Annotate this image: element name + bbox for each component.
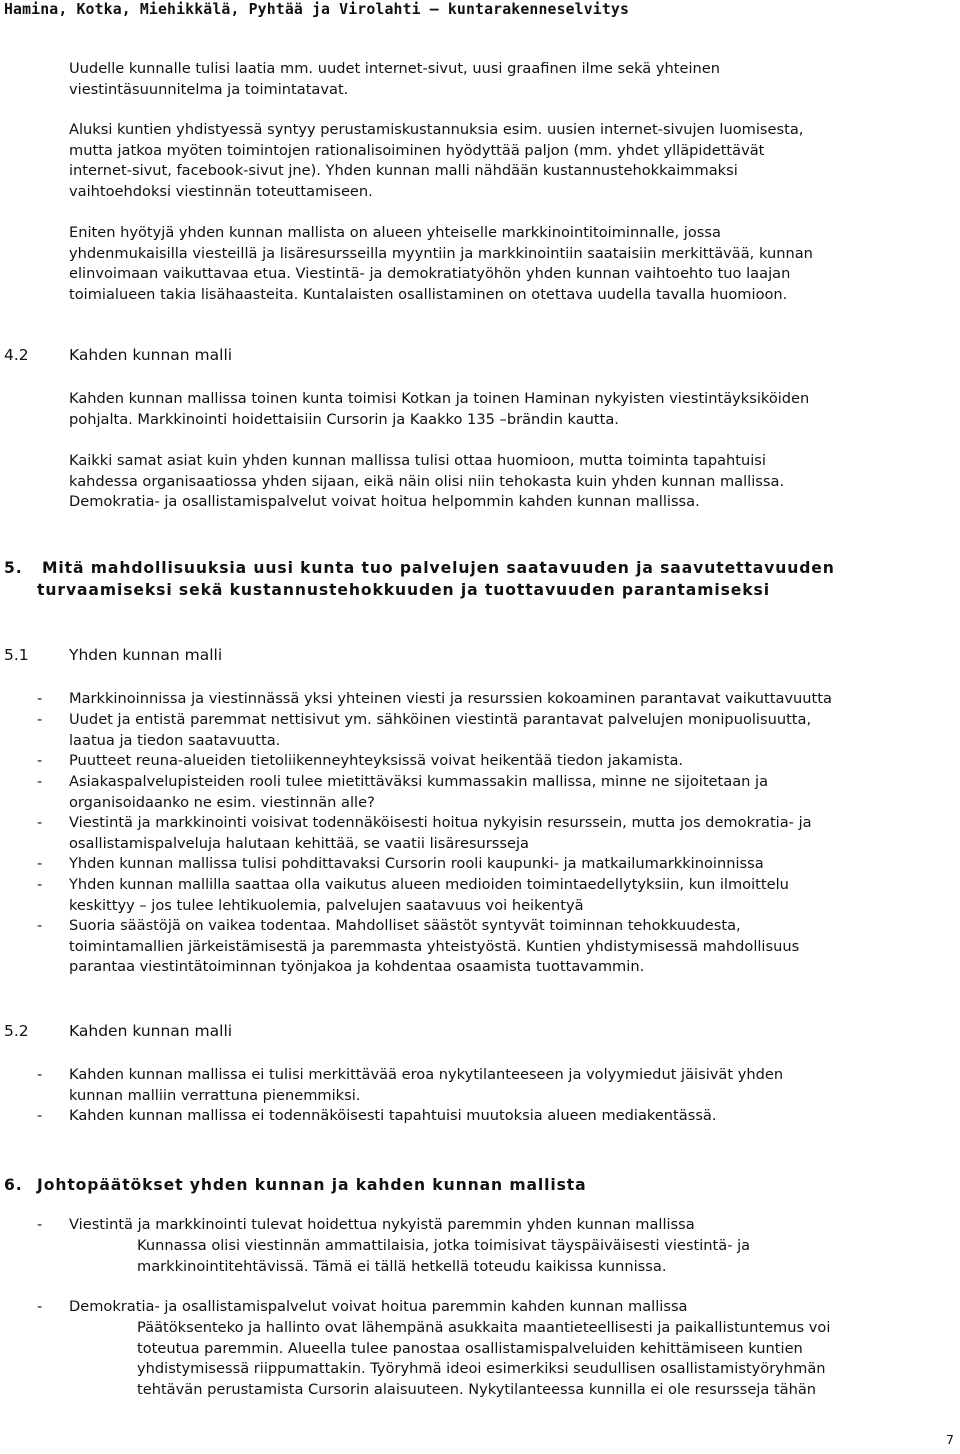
text-line: toimintamallien järkeistämisestä ja paremmasta yhteistyöstä. Kuntien yhdistymisessä mahdollisuus <box>69 937 800 955</box>
section-number: 4.2 <box>4 346 29 364</box>
text-line: mutta jatkoa myöten toimintojen rationalisoiminen hyödyttää paljon (mm. yhdet ylläpidettävät <box>69 141 765 159</box>
text-line: Uudelle kunnalle tulisi laatia mm. uudet internet-sivut, uusi graafinen ilme sekä yhteinen <box>69 60 720 77</box>
bullet-dash: - <box>37 855 43 872</box>
intro-paragraph-3 <box>69 223 949 305</box>
list-item <box>69 813 812 854</box>
text-line: yhdistymisessä riippumattakin. Työryhmä ideoi esimerkiksi seudullisen osallistamistyöryhmän <box>137 1360 826 1377</box>
list-item-lead <box>69 1215 695 1236</box>
intro-paragraph-1 <box>69 59 949 100</box>
list-item-body <box>137 1318 830 1400</box>
text-line: Viestintä ja markkinointi tulevat hoidettua nykyistä paremmin yhden kunnan mallissa <box>69 1216 695 1233</box>
list-item <box>69 1065 783 1106</box>
list-item <box>69 1106 717 1127</box>
text-line: internet-sivut, facebook-sivut jne). Yhden kunnan malli nähdään kustannustehokkaimmaksi <box>69 162 738 179</box>
list-item-body <box>137 1236 750 1277</box>
section-heading-line: Mitä mahdollisuuksia uusi kunta tuo palvelujen saatavuuden ja saavutettavuuden <box>42 559 835 577</box>
section-title: Kahden kunnan malli <box>69 346 233 364</box>
bullet-dash: - <box>37 690 43 707</box>
list-item <box>69 772 768 813</box>
text-line: Markkinoinnissa ja viestinnässä yksi yhteinen viesti ja resurssien kokoaminen parantavat vaikuttavuutta <box>69 690 832 707</box>
section-number: 5.1 <box>4 646 29 664</box>
list-item <box>69 751 683 772</box>
text-line: vaihtoehdoksi viestinnän toteuttamiseen. <box>69 182 373 200</box>
section-title: Yhden kunnan malli <box>69 646 223 664</box>
section-number: 5. <box>4 559 23 577</box>
text-line: Kahden kunnan mallissa toinen kunta toimisi Kotkan ja toinen Haminan nykyisten viestintäyksiköiden <box>69 390 810 407</box>
text-line: Päätöksenteko ja hallinto ovat lähempänä asukkaita maantieteellisesti ja paikallistuntemus voi <box>137 1319 831 1336</box>
text-line: Puutteet reuna-alueiden tietoliikenneyhteyksissä voivat heikentää tiedon jakamista. <box>69 752 684 769</box>
text-line: Kunnassa olisi viestinnän ammattilaisia, jotka toimisivat täyspäiväisesti viestintä- ja <box>137 1237 751 1254</box>
text-line: Uudet ja entistä paremmat nettisivut ym. sähköinen viestintä parantavat palvelujen monipuolisuutta, <box>69 711 812 728</box>
list-item <box>69 854 764 875</box>
text-line: viestintäsuunnitelma ja toimintatavat. <box>69 80 349 98</box>
page-header-title: Hamina, Kotka, Miehikkälä, Pyhtää ja Virolahti – kuntarakenneselvitys <box>4 1 630 18</box>
page-number: 7 <box>946 1432 954 1447</box>
text-line: markkinointitehtävissä. Tämä ei tällä hetkellä toteudu kaikissa kunnissa. <box>137 1257 667 1275</box>
text-line: tehtävän perustamista Cursorin alaisuuteen. Nykytilanteessa kunnilla ei ole resursseja tähän <box>137 1380 817 1398</box>
list-item <box>69 916 799 978</box>
text-line: yhdenmukaisilla viesteillä ja lisäresursseilla myyntiin ja markkinointiin saataisiin merkittävää, kunnan <box>69 244 813 262</box>
text-line: Demokratia- ja osallistamispalvelut voivat hoitua paremmin kahden kunnan mallissa <box>69 1298 688 1315</box>
text-line: Kahden kunnan mallissa ei todennäköisesti tapahtuisi muutoksia alueen mediakentässä. <box>69 1107 717 1124</box>
text-line: keskittyy – jos tulee lehtikuolemia, palvelujen saatavuus voi heikentyä <box>69 896 584 914</box>
bullet-dash: - <box>37 814 43 831</box>
text-line: elinvoimaan vaikuttavaa etua. Viestintä- ja demokratiatyöhön yhden kunnan vaihtoehto tuo laajan <box>69 265 791 282</box>
bullet-dash: - <box>37 876 43 893</box>
bullet-dash: - <box>37 1066 43 1083</box>
text-line: toteutua paremmin. Alueella tulee panostaa osallistamispalveluiden kehittämiseen kuntien <box>137 1339 803 1357</box>
text-line: Yhden kunnan mallilla saattaa olla vaikutus alueen medioiden toimintaedellytyksiin, kun ilmoittelu <box>69 876 789 893</box>
section-number: 5.2 <box>4 1022 29 1040</box>
bullet-dash: - <box>37 1216 43 1233</box>
section-heading-line: Johtopäätökset yhden kunnan ja kahden kunnan mallista <box>37 1176 587 1194</box>
text-line: organisoidaanko ne esim. viestinnän alle? <box>69 793 375 811</box>
text-line: Yhden kunnan mallissa tulisi pohdittavaksi Cursorin rooli kaupunki- ja matkailumarkkinoinnissa <box>69 855 764 872</box>
section-title: Kahden kunnan malli <box>69 1022 233 1040</box>
list-item-lead <box>69 1297 688 1318</box>
text-line: Asiakaspalvelupisteiden rooli tulee mietittäväksi kummassakin mallissa, minne ne sijoitetaan ja <box>69 773 769 790</box>
text-line: parantaa viestintätoiminnan työnjakoa ja kohdentaa osaamista tuottavammin. <box>69 958 645 975</box>
list-item <box>69 710 811 751</box>
text-line: toimialueen takia lisähaasteita. Kuntalaisten osallistaminen on otettava uudella tavalla huomioon. <box>69 285 788 303</box>
text-line: kahdessa organisaatiossa yhden sijaan, eikä näin olisi niin tehokasta kuin yhden kunnan mallissa. <box>69 472 785 490</box>
list-item <box>69 875 789 916</box>
text-line: Kaikki samat asiat kuin yhden kunnan mallissa tulisi ottaa huomioon, mutta toiminta tapahtuisi <box>69 452 766 469</box>
text-line: Viestintä ja markkinointi voisivat todennäköisesti hoitua nykyisin resurssein, mutta jos demokratia- ja <box>69 814 812 831</box>
list-item <box>69 689 832 710</box>
text-line: Suoria säästöjä on vaikea todentaa. Mahdolliset säästöt syntyvät toiminnan tehokkuudesta, <box>69 917 741 934</box>
text-line: Kahden kunnan mallissa ei tulisi merkittävää eroa nykytilanteeseen ja volyymiedut jäisivät yhden <box>69 1066 784 1083</box>
section-number: 6. <box>4 1176 23 1194</box>
text-line: Aluksi kuntien yhdistyessä syntyy perustamiskustannuksia esim. uusien internet-sivujen luomisesta, <box>69 121 804 138</box>
bullet-dash: - <box>37 773 43 790</box>
bullet-dash: - <box>37 917 43 934</box>
text-line: kunnan malliin verrattuna pienemmiksi. <box>69 1086 361 1104</box>
bullet-dash: - <box>37 1107 43 1124</box>
text-line: Demokratia- ja osallistamispalvelut voivat hoitua helpommin kahden kunnan mallissa. <box>69 493 700 510</box>
bullet-dash: - <box>37 752 43 769</box>
bullet-dash: - <box>37 1298 43 1315</box>
text-line: laatua ja tiedon saatavuutta. <box>69 731 281 749</box>
bullet-dash: - <box>37 711 43 728</box>
text-line: Eniten hyötyjä yhden kunnan mallista on alueen yhteiselle markkinointitoiminnalle, jossa <box>69 224 721 241</box>
section-4-2-paragraph-1 <box>69 389 949 430</box>
section-4-2-paragraph-2 <box>69 451 949 513</box>
text-line: pohjalta. Markkinointi hoidettaisiin Cursorin ja Kaakko 135 –brändin kautta. <box>69 410 619 428</box>
intro-paragraph-2 <box>69 120 949 202</box>
section-heading-line: turvaamiseksi sekä kustannustehokkuuden ja tuottavuuden parantamiseksi <box>37 581 770 599</box>
text-line: osallistamispalveluja halutaan kehittää, se vaatii lisäresursseja <box>69 834 529 852</box>
